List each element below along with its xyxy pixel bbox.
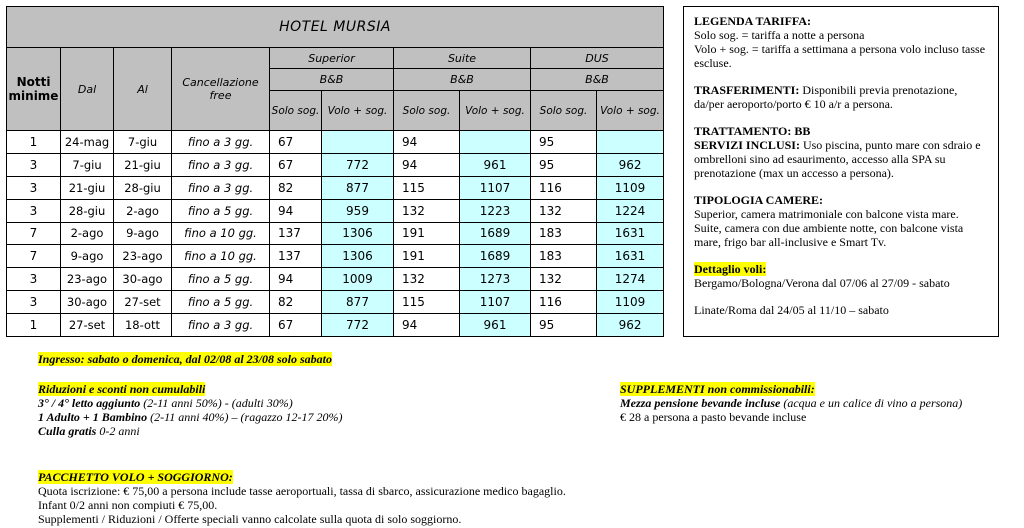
cell-suite-volo: 1223 [460,199,531,222]
table-row [7,176,664,199]
cell-superior-solo: 137 [270,222,322,245]
cell-dus-solo: 95 [531,153,597,176]
cell-cancellazione: fino a 5 gg. [172,199,270,222]
cell-suite-volo: 1107 [460,176,531,199]
header-solo-dus: Solo sog. [531,91,597,131]
legenda-tariffa-line-1: Solo sog. = tariffa a notte a persona [694,28,865,42]
legenda-tariffa-title: LEGENDA TARIFFA: [694,14,812,28]
cell-superior-solo: 94 [270,199,322,222]
cell-dus-volo: 962 [597,153,664,176]
header-solo-suite: Solo sog. [394,91,460,131]
tipologia-title: TIPOLOGIA CAMERE: [694,193,824,207]
pacchetto-line-1: Quota iscrizione: € 75,00 a persona include tasse aeroportuali, tassa di sbarco, assicurazione medico bagaglio. [38,484,566,498]
ingresso-note [38,352,332,366]
culla-detail: 0-2 anni [96,424,140,438]
table-row [7,131,664,154]
cell-cancellazione: fino a 3 gg. [172,131,270,154]
cell-dal: 2-ago [61,222,114,245]
cell-dus-volo: 1631 [597,245,664,268]
header-notti: Notti minime [7,48,61,131]
legend-box [683,6,999,337]
cell-dus-solo: 183 [531,245,597,268]
cell-superior-solo: 67 [270,314,322,337]
cell-al: 28-giu [114,176,172,199]
cell-superior-volo: 772 [322,153,394,176]
cell-notti: 3 [7,176,61,199]
voli-line-2: Linate/Roma dal 24/05 al 11/10 – sabato [694,303,889,317]
cell-dus-volo: 1109 [597,291,664,314]
servizi-title: SERVIZI INCLUSI: [694,138,800,152]
riduzione-letto-detail: (2-11 anni 50%) - (adulti 30%) [140,396,293,410]
cell-dus-solo: 132 [531,268,597,291]
riduzioni-title: Riduzioni e sconti non cumulabili [38,382,206,396]
supplementi-title: SUPPLEMENTI non commissionabili: [620,382,815,396]
header-superior: Superior [270,48,394,69]
cell-superior-volo: 877 [322,291,394,314]
header-cancellazione: Cancellazione free [172,48,270,131]
tipologia-suite: Suite, camera con due ambiente notte, con balcone vista mare, frigo bar all-inclusive e Smart Tv. [694,221,964,249]
cell-notti: 1 [7,314,61,337]
voli-line-1: Bergamo/Bologna/Verona dal 07/06 al 27/09 - sabato [694,276,950,290]
servizi-paragraph [694,138,990,180]
price-rows [7,131,664,337]
cell-dal: 7-giu [61,153,114,176]
cell-superior-volo: 959 [322,199,394,222]
cell-suite-volo [460,131,531,154]
cell-cancellazione: fino a 3 gg. [172,314,270,337]
cell-suite-solo: 191 [394,245,460,268]
header-volo-superior: Volo + sog. [322,91,394,131]
cell-dal: 27-set [61,314,114,337]
cell-dus-volo: 1631 [597,222,664,245]
cell-superior-volo: 1306 [322,222,394,245]
header-volo-dus: Volo + sog. [597,91,664,131]
cell-notti: 3 [7,291,61,314]
mezza-pensione-detail: (acqua e un calice di vino a persona) [780,396,963,410]
table-row [7,268,664,291]
cell-superior-volo: 1306 [322,245,394,268]
table-row [7,291,664,314]
cell-cancellazione: fino a 5 gg. [172,268,270,291]
cell-suite-solo: 132 [394,199,460,222]
riduzione-letto-label: 3° / 4° letto aggiunto [38,396,141,410]
cell-notti: 7 [7,245,61,268]
tipologia-superior: Superior, camera matrimoniale con balcone vista mare. [694,207,959,221]
table-row [7,153,664,176]
cell-notti: 3 [7,153,61,176]
cell-al: 7-giu [114,131,172,154]
cell-superior-solo: 82 [270,291,322,314]
cell-dal: 30-ago [61,291,114,314]
cell-al: 30-ago [114,268,172,291]
cell-suite-solo: 94 [394,153,460,176]
cell-dus-solo: 116 [531,176,597,199]
cell-suite-solo: 115 [394,291,460,314]
cell-notti: 3 [7,268,61,291]
cell-suite-solo: 94 [394,314,460,337]
trattamento-label: TRATTAMENTO: BB [694,124,811,138]
trasferimenti-title: TRASFERIMENTI: [694,83,800,97]
header-dus: DUS [531,48,664,69]
cell-al: 18-ott [114,314,172,337]
cell-superior-solo: 67 [270,131,322,154]
price-table [6,6,664,337]
hotel-title: HOTEL MURSIA [7,7,664,48]
trasferimenti-text: Disponibili previa prenotazione, da/per aeroporto/porto € 10 a/r a persona. [694,83,958,111]
riduzioni-section [38,382,343,438]
mezza-pensione-label: Mezza pensione bevande incluse [620,396,781,410]
cell-al: 9-ago [114,222,172,245]
cell-dal: 9-ago [61,245,114,268]
cell-dus-volo: 1274 [597,268,664,291]
legenda-tariffa-line-2: Volo + sog. = tariffa a settimana a persona volo incluso tasse escluse. [694,42,986,70]
table-row [7,222,664,245]
supplementi-section [620,382,962,424]
cell-dus-volo: 1224 [597,199,664,222]
cell-dus-volo: 962 [597,314,664,337]
servizi-text: Uso piscina, punto mare con sdraio e ombrelloni sino ad esaurimento, accesso alla SPA su prenotazione (max un accesso a persona). [694,138,981,180]
trasferimenti-paragraph [694,83,990,111]
header-volo-suite: Volo + sog. [460,91,531,131]
cell-notti: 7 [7,222,61,245]
header-bb-dus: B&B [531,69,664,91]
cell-notti: 1 [7,131,61,154]
cell-suite-volo: 1107 [460,291,531,314]
header-solo-superior: Solo sog. [270,91,322,131]
cell-dal: 23-ago [61,268,114,291]
cell-cancellazione: fino a 5 gg. [172,291,270,314]
cell-dus-solo: 95 [531,131,597,154]
cell-dal: 28-giu [61,199,114,222]
cell-cancellazione: fino a 10 gg. [172,222,270,245]
cell-superior-volo: 877 [322,176,394,199]
pacchetto-title: PACCHETTO VOLO + SOGGIORNO: [38,470,233,484]
header-dal: Dal [61,48,114,131]
cell-cancellazione: fino a 3 gg. [172,176,270,199]
cell-suite-solo: 94 [394,131,460,154]
pacchetto-line-2: Infant 0/2 anni non compiuti € 75,00. [38,498,218,512]
cell-suite-solo: 115 [394,176,460,199]
ingresso-text: Ingresso: sabato o domenica, dal 02/08 al 23/08 solo sabato [38,352,333,366]
cell-suite-volo: 1689 [460,245,531,268]
cell-superior-volo [322,131,394,154]
cell-suite-volo: 1273 [460,268,531,291]
cell-dus-solo: 95 [531,314,597,337]
cell-superior-volo: 772 [322,314,394,337]
cell-dal: 24-mag [61,131,114,154]
pacchetto-section [38,470,566,526]
header-bb-suite: B&B [394,69,531,91]
cell-cancellazione: fino a 3 gg. [172,153,270,176]
cell-superior-volo: 1009 [322,268,394,291]
cell-suite-solo: 191 [394,222,460,245]
header-bb-superior: B&B [270,69,394,91]
cell-al: 2-ago [114,199,172,222]
mezza-pensione-price: € 28 a persona a pasto bevande incluse [620,410,807,424]
cell-dus-solo: 116 [531,291,597,314]
cell-dus-solo: 183 [531,222,597,245]
table-row [7,199,664,222]
pacchetto-line-3: Supplementi / Riduzioni / Offerte speciali vanno calcolate sulla quota di solo soggiorno. [38,512,462,526]
table-row [7,314,664,337]
cell-al: 23-ago [114,245,172,268]
cell-cancellazione: fino a 10 gg. [172,245,270,268]
cell-dal: 21-giu [61,176,114,199]
header-suite: Suite [394,48,531,69]
cell-suite-volo: 1689 [460,222,531,245]
cell-dus-volo: 1109 [597,176,664,199]
cell-superior-solo: 137 [270,245,322,268]
cell-suite-solo: 132 [394,268,460,291]
cell-superior-solo: 67 [270,153,322,176]
cell-al: 27-set [114,291,172,314]
cell-suite-volo: 961 [460,314,531,337]
table-row [7,245,664,268]
voli-title: Dettaglio voli: [694,262,767,276]
cell-dus-volo [597,131,664,154]
cell-dus-solo: 132 [531,199,597,222]
riduzione-adulto-bambino-detail: (2-11 anni 40%) – (ragazzo 12-17 20%) [147,410,343,424]
riduzione-adulto-bambino-label: 1 Adulto + 1 Bambino [38,410,148,424]
cell-al: 21-giu [114,153,172,176]
cell-superior-solo: 94 [270,268,322,291]
header-al: Al [114,48,172,131]
cell-notti: 3 [7,199,61,222]
cell-superior-solo: 82 [270,176,322,199]
culla-label: Culla gratis [38,424,97,438]
cell-suite-volo: 961 [460,153,531,176]
